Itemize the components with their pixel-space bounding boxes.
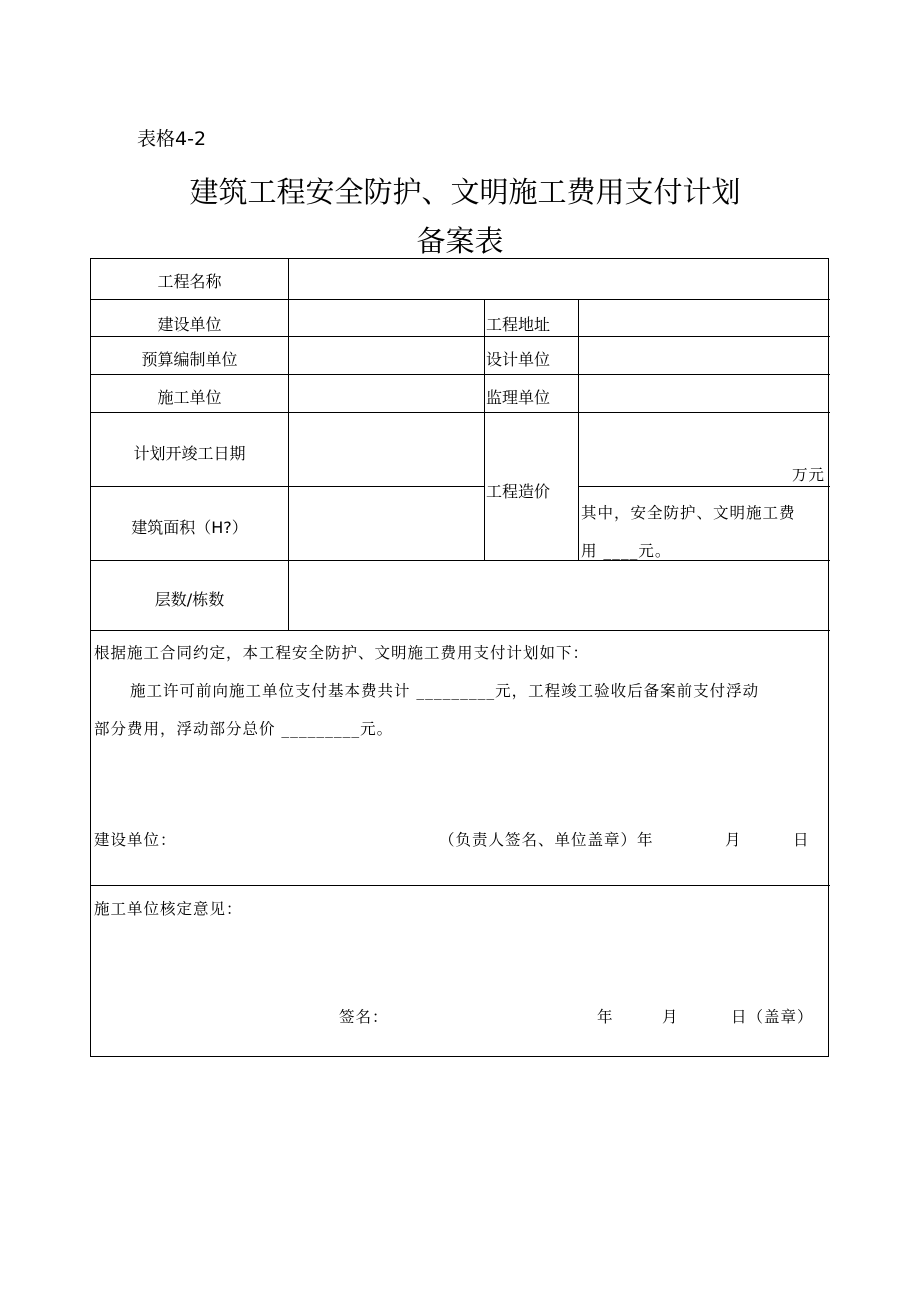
filing-form-table [90, 258, 829, 1057]
review-day-seal: 日（盖章） [731, 1008, 814, 1026]
construction-unit-field[interactable] [289, 375, 484, 412]
cost-note-line2: 用 ____元。 [581, 542, 672, 560]
builder-sign-day: 日 [793, 831, 810, 849]
row-divider [578, 486, 830, 487]
review-month: 月 [662, 1008, 679, 1026]
project-cost-label: 工程造价 [485, 482, 550, 501]
plan-dates-label: 计划开竣工日期 [133, 444, 246, 463]
agreement-intro: 根据施工合同约定，本工程安全防护、文明施工费用支付计划如下： [94, 644, 590, 662]
project-address-label: 工程地址 [485, 315, 550, 334]
supervision-unit-field[interactable] [579, 375, 829, 412]
page-title-line2: 备案表 [416, 224, 504, 258]
supervision-unit-label: 监理单位 [485, 388, 550, 407]
construction-unit-label: 施工单位 [157, 388, 222, 407]
review-year: 年 [597, 1008, 614, 1026]
column-divider [484, 299, 485, 560]
plan-dates-field[interactable] [289, 413, 484, 486]
row-divider [91, 885, 830, 886]
cost-note-line1: 其中，安全防护、文明施工费 [581, 504, 796, 522]
agreement-line1: 施工许可前向施工单位支付基本费共计 _________元，工程竣工验收后备案前支付浮动 [130, 682, 760, 700]
review-sign-label: 签名： [339, 1008, 389, 1026]
project-name-label: 工程名称 [157, 272, 222, 291]
floors-field[interactable] [289, 561, 829, 630]
row-divider [91, 630, 830, 631]
builder-sign-month: 月 [725, 831, 742, 849]
floor-area-field[interactable] [289, 487, 484, 560]
builder-label: 建设单位 [157, 315, 222, 334]
builder-field[interactable] [289, 300, 484, 336]
builder-sign-note: （负责人签名、单位盖章）年 [439, 831, 654, 849]
budget-unit-label: 预算编制单位 [141, 350, 238, 369]
floor-area-label: 建筑面积（H?） [131, 518, 248, 537]
agreement-line2: 部分费用，浮动部分总价 _________元。 [94, 720, 394, 738]
project-address-field[interactable] [579, 300, 829, 336]
floors-label: 层数/栋数 [154, 590, 225, 609]
design-unit-label: 设计单位 [485, 350, 550, 369]
review-opinion-area[interactable] [91, 923, 828, 1003]
table-number: 表格4-2 [137, 128, 207, 150]
review-label: 施工单位核定意见： [94, 900, 243, 918]
project-name-field[interactable] [289, 259, 829, 299]
builder-sign-label: 建设单位： [94, 831, 177, 849]
page-title: 建筑工程安全防护、文明施工费用支付计划 [189, 175, 741, 209]
design-unit-field[interactable] [579, 337, 829, 374]
budget-unit-field[interactable] [289, 337, 484, 374]
cost-unit: 万元 [792, 466, 826, 484]
